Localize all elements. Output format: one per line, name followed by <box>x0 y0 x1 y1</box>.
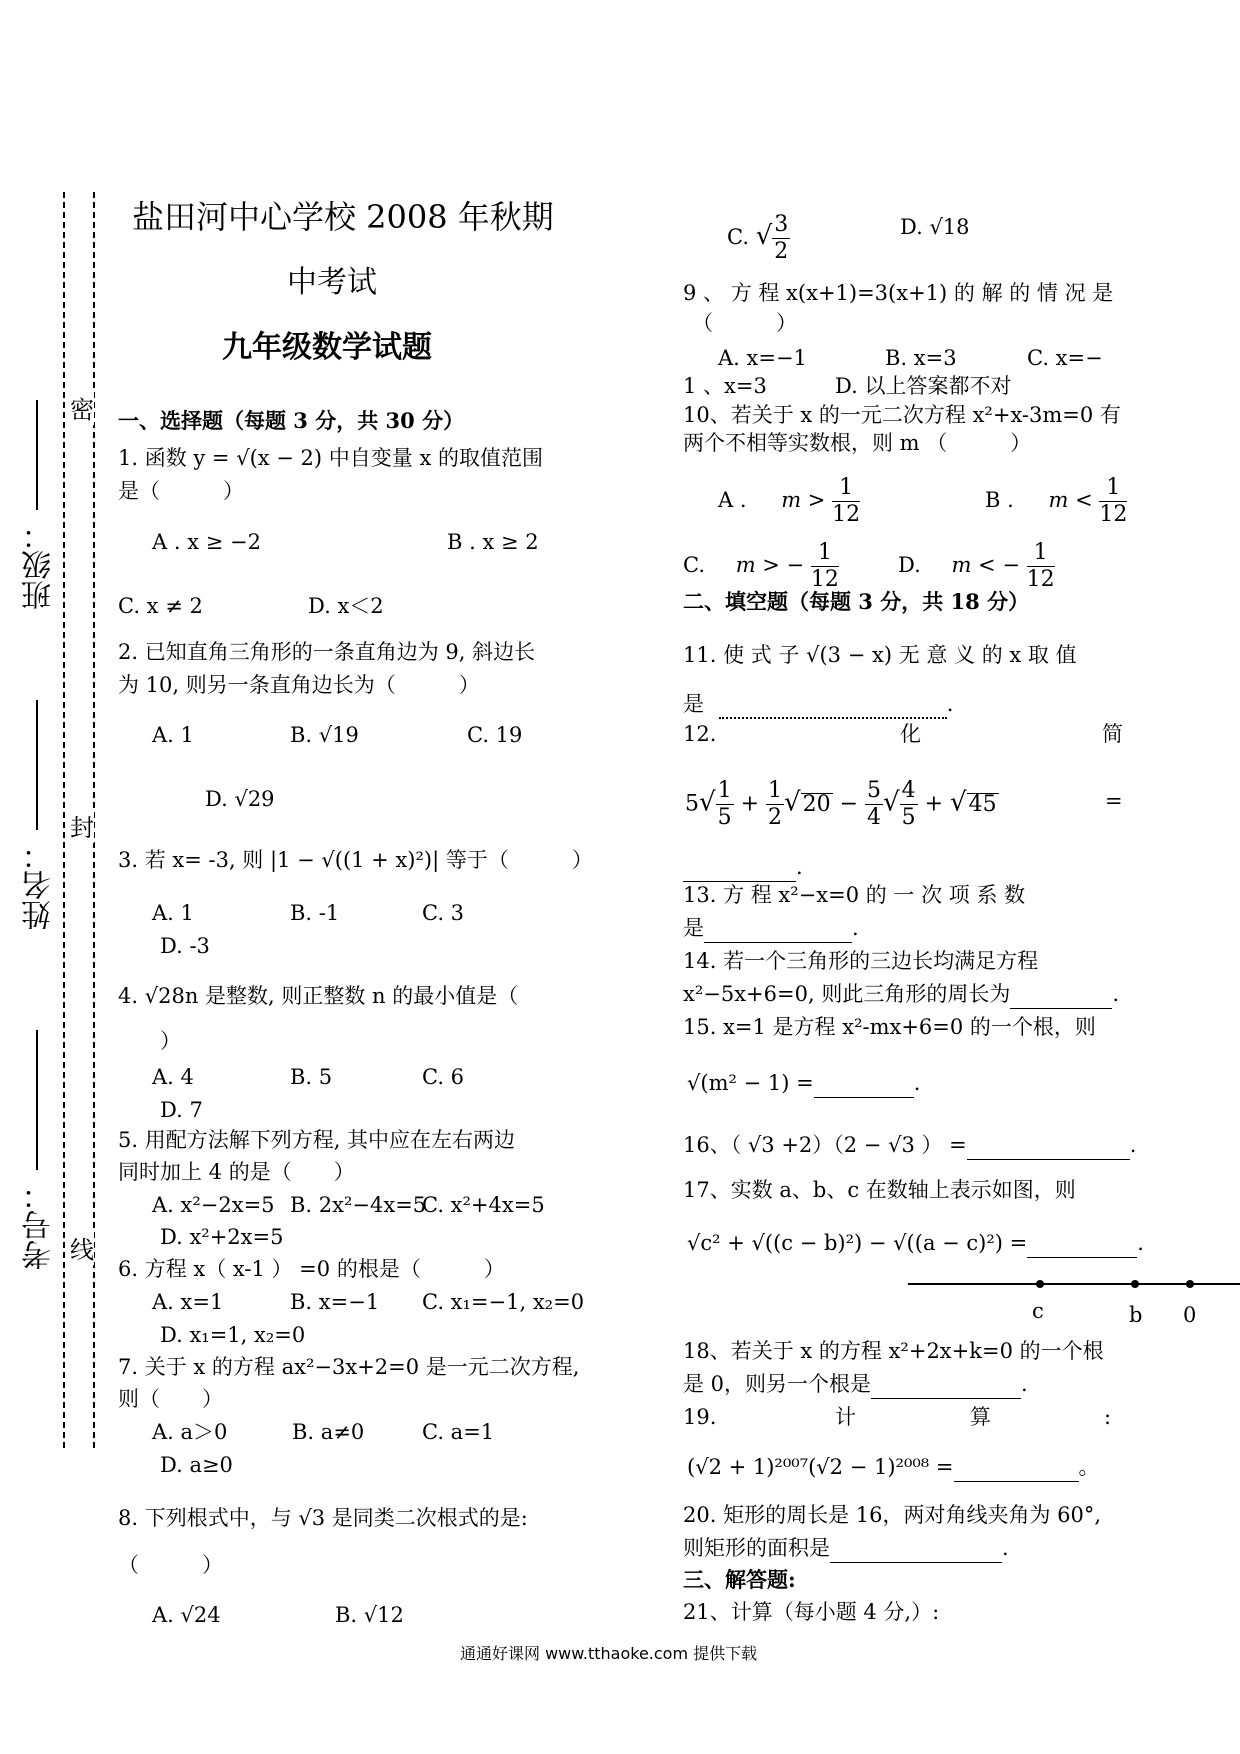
q19-answer-line <box>687 1452 1100 1482</box>
q10-option-b <box>985 475 1127 528</box>
q11-blank <box>719 697 947 719</box>
class-blank <box>36 400 38 510</box>
q5-option-a: A. x²−2x=5 <box>152 1193 275 1217</box>
q12-sqrt-3: √ <box>883 787 900 818</box>
q18-blank <box>871 1378 1021 1399</box>
q9-option-c: C. x=− <box>1027 346 1103 370</box>
q2-text-2: 为 10, 则另一条直角边长为（ ） <box>118 673 480 697</box>
q18-text: 18、若关于 x 的方程 x²+2x+k=0 的一个根 <box>683 1339 1104 1363</box>
q10-option-b-expr: m < <box>1048 488 1093 512</box>
q17-blank <box>1027 1237 1137 1258</box>
q7-text-2: 则（ ） <box>118 1387 223 1411</box>
q2-text: 2. 已知直角三角形的一条直角边为 9, 斜边长 <box>118 640 536 664</box>
q12-sqrt-2: √ <box>784 787 801 818</box>
q3-option-d: D. -3 <box>160 934 210 958</box>
q16-text: 16、（ √3 +2）（2 − √3 ） = <box>683 1133 967 1157</box>
q1-option-d: D. x＜2 <box>308 594 384 618</box>
q2-option-a: A. 1 <box>152 723 194 747</box>
q3-option-c: C. 3 <box>422 901 465 925</box>
q12-sqrt-1: √ <box>699 787 716 818</box>
q9-option-b: B. x=3 <box>885 346 957 370</box>
q13-text: 13. 方 程 x²−x=0 的 一 次 项 系 数 <box>683 883 1026 907</box>
q12-word-2: 简 <box>1102 722 1123 746</box>
q20-answer-line: 则矩形的面积是 . <box>683 1533 1009 1563</box>
q8-option-c-fraction: $\frac{3}{2}$ <box>774 212 789 264</box>
q10-text-2: 两个不相等实数根，则 m （ ） <box>683 431 1032 455</box>
q4-option-d: D. 7 <box>160 1098 203 1122</box>
q4-text: 4. √28n 是整数, 则正整数 n 的最小值是（ <box>118 984 519 1008</box>
q1-text: 1. 函数 y = √(x − 2) 中自变量 x 的取值范围 <box>118 446 543 470</box>
class-label: 班级： <box>22 520 57 610</box>
q5-option-b: B. 2x²−4x=5 <box>290 1193 427 1217</box>
q1-option-a: A . x ≥ −2 <box>152 530 261 554</box>
q10-option-b-label: B . <box>985 488 1014 512</box>
number-line-point-0 <box>1186 1280 1194 1288</box>
q1-text-2: 是（ ） <box>118 479 244 503</box>
q6-option-b: B. x=−1 <box>290 1290 380 1314</box>
q18-answer-line: 是 0，则另一个根是 . <box>683 1369 1028 1399</box>
q12-answer-line: . <box>683 852 803 882</box>
number-line-label-c: c <box>1032 1299 1044 1323</box>
section3-title: 三、解答题: <box>683 1567 796 1592</box>
q20-blank <box>830 1542 1002 1563</box>
q4-text-2: ） <box>160 1029 181 1053</box>
q9-text: 9 、 方 程 x(x+1)=3(x+1) 的 解 的 情 况 是 <box>683 281 1114 305</box>
q4-option-c: C. 6 <box>422 1065 465 1089</box>
q21-text: 21、计算（每小题 4 分,）: <box>683 1600 940 1624</box>
q7-text: 7. 关于 x 的方程 ax²−3x+2=0 是一元二次方程, <box>118 1355 580 1379</box>
q19-label: 19. <box>683 1405 717 1429</box>
q1-option-b: B . x ≥ 2 <box>447 530 539 554</box>
q11-text-2: 是 <box>683 692 704 716</box>
q10-option-a-fraction: $\frac{1}{12}$ <box>832 475 861 527</box>
q8-option-b: B. √12 <box>335 1603 404 1627</box>
q3-option-b: B. -1 <box>290 901 340 925</box>
q12-blank <box>683 861 796 882</box>
q5-text-2: 同时加上 4 的是（ ） <box>118 1160 355 1184</box>
q10-option-d-fraction: $\frac{1}{12}$ <box>1026 540 1055 592</box>
q12-frac-2: $\frac{1}{2}$ <box>768 778 782 830</box>
q14-answer-line: x²−5x+6=0, 则此三角形的周长为 . <box>683 979 1119 1009</box>
q15-answer-line: √(m² − 1) = . <box>687 1068 920 1098</box>
q19-text: (√2 + 1)²⁰⁰⁷(√2 − 1)²⁰⁰⁸ = <box>687 1455 954 1479</box>
q20-text: 20. 矩形的周长是 16，两对角线夹角为 60°, <box>683 1503 1102 1527</box>
q5-option-d: D. x²+2x=5 <box>160 1225 284 1249</box>
q14-blank <box>1010 988 1112 1009</box>
q10-option-a-expr: m > <box>781 488 826 512</box>
q6-option-d: D. x₁=1, x₂=0 <box>160 1323 306 1347</box>
q7-option-d: D. a≥0 <box>160 1453 233 1477</box>
q8-option-d: D. √18 <box>900 215 970 239</box>
q17-text-2: √c² + √((c − b)²) − √((a − c)²) = <box>687 1231 1028 1255</box>
q15-blank <box>814 1077 914 1098</box>
q15-text: 15. x=1 是方程 x²-mx+6=0 的一个根，则 <box>683 1015 1096 1039</box>
number-line-label-b: b <box>1129 1303 1143 1327</box>
q10-option-d <box>898 540 1055 593</box>
q19-word-2: 算 <box>970 1405 991 1429</box>
q9-option-a: A. x=−1 <box>718 346 807 370</box>
q12-sqrt-4: √ <box>950 787 967 818</box>
seal-mark-mi: 密 <box>70 390 94 425</box>
q4-option-a: A. 4 <box>152 1065 194 1089</box>
number-blank <box>36 1030 38 1170</box>
q20-text-2: 则矩形的面积是 <box>683 1536 830 1560</box>
q14-text: 14. 若一个三角形的三边长均满足方程 <box>683 949 1039 973</box>
q10-option-b-fraction: $\frac{1}{12}$ <box>1099 475 1128 527</box>
q15-text-2: √(m² − 1) = <box>687 1071 814 1095</box>
exam-title: 中考试 <box>287 265 377 300</box>
q19-blank <box>954 1461 1079 1482</box>
q3-text: 3. 若 x= -3, 则 |1 − √((1 + x)²)| 等于（ ） <box>118 848 593 872</box>
q6-option-a: A. x=1 <box>152 1290 224 1314</box>
number-label: 考号： <box>22 1180 57 1270</box>
q17-answer-line: √c² + √((c − b)²) − √((a − c)²) = . <box>687 1228 1144 1258</box>
q16-answer-line: 16、（ √3 +2）（2 − √3 ） = . <box>683 1130 1136 1160</box>
q2-option-b: B. √19 <box>290 723 359 747</box>
q8-text-2: （ ） <box>118 1553 223 1577</box>
q12-frac-1: $\frac{1}{5}$ <box>717 778 732 830</box>
q12-word-1: 化 <box>900 722 921 746</box>
q10-option-c-expr: m > − <box>735 553 805 577</box>
q12-expression: 5√ $\frac{1}{5}$ + $\frac{1}{2}$ √20 − $\frac{5}{4}$ √ $\frac{4}{5}$ + √45 <box>685 778 997 830</box>
q11-answer-line: 是 . <box>683 689 953 719</box>
q9-option-c-cont: 1 、x=3 <box>683 374 767 398</box>
number-line-label-0: 0 <box>1183 1303 1197 1327</box>
q2-option-c: C. 19 <box>467 723 523 747</box>
section2-title: 二、填空题（每题 3 分，共 18 分） <box>683 589 1030 614</box>
q10-option-c-label: C. <box>683 553 705 577</box>
q3-option-a: A. 1 <box>152 901 194 925</box>
binding-dash-line-left <box>63 192 65 1448</box>
subject-title: 九年级数学试题 <box>222 330 432 365</box>
q10-option-c-fraction: $\frac{1}{12}$ <box>810 540 839 592</box>
q7-option-b: B. a≠0 <box>292 1420 365 1444</box>
number-line-point-b <box>1131 1280 1139 1288</box>
q13-blank <box>704 922 852 943</box>
q5-text: 5. 用配方法解下列方程, 其中应在左右两边 <box>118 1128 516 1152</box>
q12-label: 12. <box>683 722 717 746</box>
q10-option-d-expr: m < − <box>951 553 1020 577</box>
q7-option-a: A. a＞0 <box>152 1420 228 1444</box>
q19-word-1: 计 <box>835 1405 856 1429</box>
q12-frac-4: $\frac{4}{5}$ <box>901 778 916 830</box>
q9-text-2: （ ） <box>692 311 797 335</box>
q6-option-c: C. x₁=−1, x₂=0 <box>422 1290 585 1314</box>
q8-option-c <box>727 212 790 265</box>
footer-text: 通通好课网 www.tthaoke.com 提供下载 <box>460 1644 758 1663</box>
name-label: 姓名： <box>22 840 57 930</box>
q10-option-d-label: D. <box>898 553 921 577</box>
q1-option-c: C. x ≠ 2 <box>118 594 203 618</box>
q8-option-c-sqrt: √ <box>755 221 773 251</box>
q11-text: 11. 使 式 子 √(3 − x) 无 意 义 的 x 取 值 <box>683 643 1077 667</box>
q12-equals: = <box>1105 789 1123 813</box>
q16-blank <box>967 1139 1130 1160</box>
q10-option-c <box>683 540 839 593</box>
q12-frac-3: $\frac{5}{4}$ <box>867 778 881 830</box>
q8-option-a: A. √24 <box>152 1603 221 1627</box>
q19-colon: : <box>1104 1405 1112 1429</box>
q14-text-2: x²−5x+6=0, 则此三角形的周长为 <box>683 982 1011 1006</box>
q9-option-d: D. 以上答案都不对 <box>835 374 1012 398</box>
q17-text: 17、实数 a、b、c 在数轴上表示如图，则 <box>683 1178 1076 1202</box>
q6-text: 6. 方程 x（ x-1 ） =0 的根是（ ） <box>118 1257 505 1281</box>
q5-option-c: C. x²+4x=5 <box>422 1193 545 1217</box>
seal-mark-feng: 封 <box>70 808 94 843</box>
name-blank <box>36 700 38 830</box>
q13-answer-line: 是 . <box>683 913 859 943</box>
q10-text: 10、若关于 x 的一元二次方程 x²+x-3m=0 有 <box>683 403 1121 427</box>
q18-text-2: 是 0，则另一个根是 <box>683 1372 872 1396</box>
q13-text-2: 是 <box>683 916 704 940</box>
school-title: 盐田河中心学校 2008 年秋期 <box>132 198 554 236</box>
q7-option-c: C. a=1 <box>422 1420 495 1444</box>
q10-option-a-label: A . <box>718 488 747 512</box>
section1-title: 一、选择题（每题 3 分，共 30 分） <box>118 408 465 433</box>
seal-mark-xian: 线 <box>70 1230 94 1265</box>
q8-option-c-label: C. <box>727 225 749 249</box>
q10-option-a <box>718 475 860 528</box>
q2-option-d: D. √29 <box>205 787 275 811</box>
q4-option-b: B. 5 <box>290 1065 333 1089</box>
q19-period: 。 <box>1078 1455 1100 1479</box>
q8-text: 8. 下列根式中，与 √3 是同类二次根式的是: <box>118 1506 528 1530</box>
number-line-point-c <box>1036 1280 1044 1288</box>
